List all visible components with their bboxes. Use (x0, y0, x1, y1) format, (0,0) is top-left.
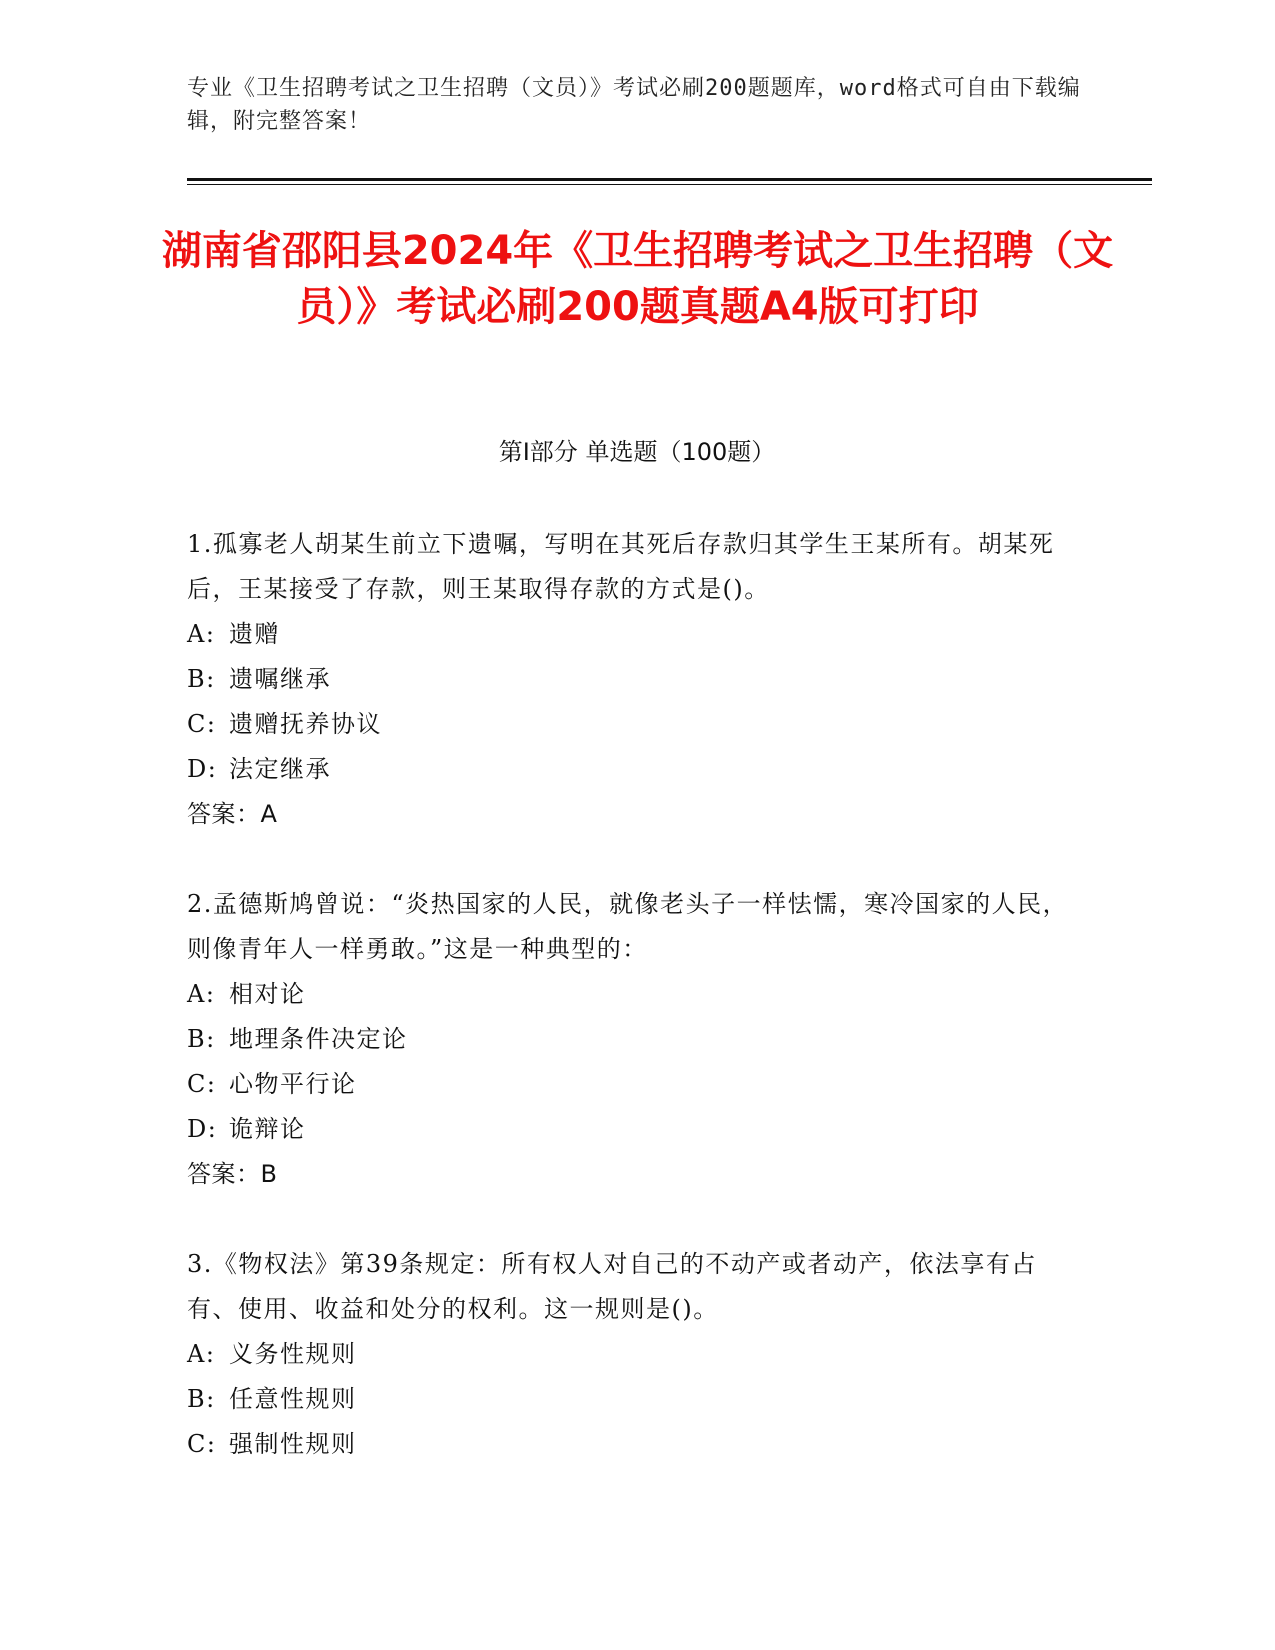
option-a (187, 612, 1077, 657)
question-stem: 2.孟德斯鸠曾说：“炎热国家的人民，就像老头子一样怯懦，寒冷国家的人民，则像青年人一样勇敢。”这是一种典型的： (187, 890, 1069, 963)
header-divider-thick (187, 178, 1152, 181)
option-b (187, 657, 1077, 702)
option-text: 法定继承 (229, 755, 331, 783)
question-1 (187, 522, 1077, 837)
option-text: 遗嘱继承 (229, 665, 331, 693)
question-3 (187, 1242, 1077, 1467)
question-stem: 1.孤寡老人胡某生前立下遗嘱，写明在其死后存款归其学生王某所有。胡某死后，王某接受了存款，则王某取得存款的方式是()。 (187, 530, 1055, 603)
option-text: 诡辩论 (229, 1115, 306, 1143)
option-letter: B: (187, 1385, 216, 1413)
option-text: 地理条件决定论 (229, 1025, 408, 1053)
option-letter: D: (187, 1115, 218, 1143)
option-letter: D: (187, 755, 218, 783)
option-d (187, 747, 1077, 792)
question-stem: 3.《物权法》第39条规定：所有权人对自己的不动产或者动产，依法享有占有、使用、收益和处分的权利。这一规则是()。 (187, 1250, 1037, 1323)
section-title: 第Ⅰ部分 单选题（100题） (498, 438, 776, 466)
question-2 (187, 882, 1077, 1197)
option-text: 相对论 (229, 980, 306, 1008)
option-text: 义务性规则 (229, 1340, 357, 1368)
answer-line: 答案：A (187, 800, 278, 828)
option-letter: C: (187, 1430, 217, 1458)
option-text: 任意性规则 (229, 1385, 357, 1413)
option-c (187, 702, 1077, 747)
document-title: 湖南省邵阳县2024年《卫生招聘考试之卫生招聘（文员）》考试必刷200题真题A4版可打印 (161, 228, 1114, 330)
option-text: 心物平行论 (229, 1070, 357, 1098)
option-b (187, 1017, 1077, 1062)
option-text: 遗赠 (229, 620, 280, 648)
answer-line: 答案：B (187, 1160, 278, 1188)
option-letter: B: (187, 665, 216, 693)
option-d (187, 1107, 1077, 1152)
option-letter: A: (187, 620, 216, 648)
option-c (187, 1422, 1077, 1467)
option-text: 强制性规则 (229, 1430, 357, 1458)
header-note: 专业《卫生招聘考试之卫生招聘（文员）》考试必刷200题题库，word格式可自由下载编辑，附完整答案！ (187, 76, 1081, 134)
option-letter: A: (187, 980, 216, 1008)
option-letter: B: (187, 1025, 216, 1053)
option-letter: A: (187, 1340, 216, 1368)
option-c (187, 1062, 1077, 1107)
option-a (187, 1332, 1077, 1377)
header-divider-thin (187, 184, 1152, 185)
option-letter: C: (187, 710, 217, 738)
option-text: 遗赠抚养协议 (229, 710, 382, 738)
option-letter: C: (187, 1070, 217, 1098)
option-a (187, 972, 1077, 1017)
option-b (187, 1377, 1077, 1422)
